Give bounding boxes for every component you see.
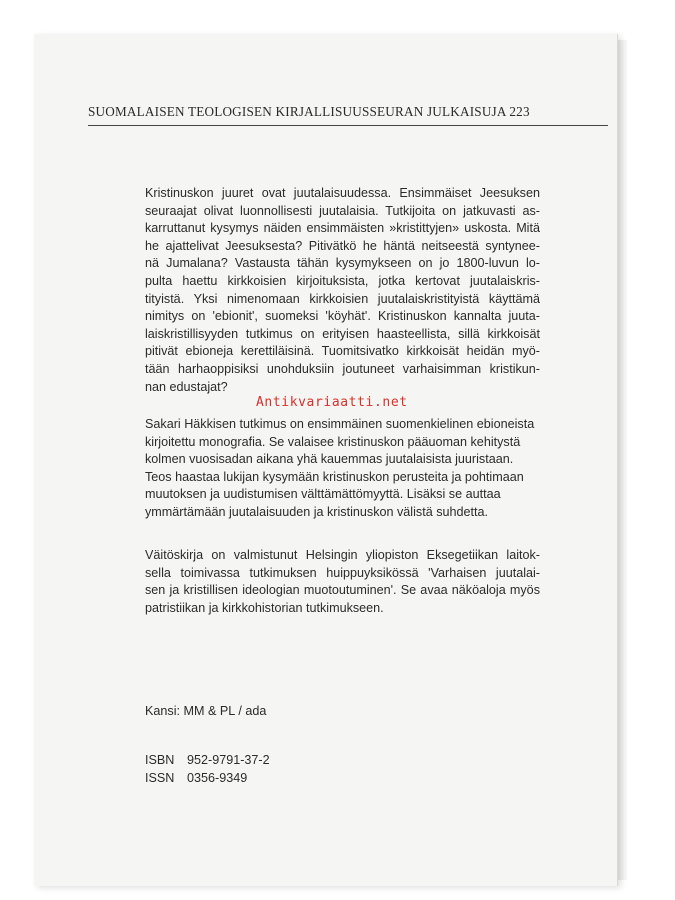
text-line: pulta haettu kirkkoisien kirjoituksista, jotka kertovat juutalaiskris- (145, 273, 540, 288)
isbn-line (145, 753, 270, 767)
text-line: laiskristillisyyden tutkimus on erityisen haasteellista, sillä kirkkoisät (145, 326, 540, 341)
text-line: muutoksen ja uudistumisen välttämättömyyttä. Lisäksi se auttaa (145, 487, 501, 502)
blurb-paragraph-1 (145, 185, 540, 396)
text-line: he ajattelivat Jeesuksesta? Pitivätkö he häntä neitseestä syntynee- (145, 238, 540, 253)
text-line: Väitöskirja on valmistunut Helsingin yliopiston Eksegetiikan laitok- (145, 548, 540, 562)
issn-value: 0356-9349 (187, 771, 248, 785)
isbn-value: 952-9791-37-2 (187, 753, 270, 767)
text-line: pitivät ebioneja kerettiläisinä. Tuomitsivatko kirkkoisät heidän myö- (145, 344, 540, 359)
text-line: ymmärtämään juutalaisuuden ja kristinuskon välistä suhdetta. (145, 504, 489, 519)
text-line: tityistä. Yksi nimenomaan kirkkoisien juutalaiskristityistä käyttämä (145, 291, 540, 306)
text-line: karruttanut kysymys näiden ensimmäisten »kristittyjen» uskosta. Mitä (145, 221, 540, 236)
text-line: nan edustajat? (145, 379, 228, 394)
text-line: kirjoitettu monografia. Se valaisee kristinuskon pääuoman kehitystä (145, 434, 521, 449)
blurb-paragraph-2 (145, 416, 540, 522)
text-line: kolmen vuosisadan aikana yhä kauemmas juutalaisista juuristaan. (145, 452, 514, 467)
issn-label: ISSN (145, 771, 175, 785)
series-title: SUOMALAISEN TEOLOGISEN KIRJALLISUUSSEURAN JULKAISUJA 223 (88, 104, 530, 119)
text-line: Kristinuskon juuret ovat juutalaisuudessa. Ensimmäiset Jeesuksen (145, 186, 540, 200)
issn-line (145, 771, 247, 785)
book-page-edges (617, 40, 627, 880)
series-rule (88, 125, 608, 126)
text-line: nä Jumalana? Vastausta tähän kysymykseen on jo 1800-luvun lo- (145, 256, 540, 271)
text-line: tään harhaoppisiksi unohduksiin joutuneet varhaisimman kristikun- (145, 361, 540, 376)
text-line: Teos haastaa lukijan kysymään kristinuskon perusteita ja pohtimaan (145, 469, 524, 484)
isbn-label: ISBN (145, 753, 175, 767)
text-line: sella toimivassa tutkimuksen huippuyksikössä 'Varhaisen juutalai- (145, 565, 540, 580)
cover-credit: Kansi: MM & PL / ada (145, 704, 267, 718)
text-line: seuraajat olivat luonnollisesti juutalaisia. Tutkijoita on jatkuvasti as- (145, 203, 540, 218)
blurb-paragraph-3 (145, 547, 540, 617)
text-line: sen ja kristillisen ideologian muotoutuminen'. Se avaa näköaloja myös (145, 583, 540, 598)
text-line: patristiikan ja kirkkohistorian tutkimukseen. (145, 600, 384, 615)
text-line: Sakari Häkkisen tutkimus on ensimmäinen suomenkielinen ebioneista (145, 417, 535, 431)
antikvariaatti-watermark: Antikvariaatti.net (256, 395, 408, 410)
text-line: nimitys on 'ebionit', suomeksi 'köyhät'. Kristinuskon kannalta juuta- (145, 309, 540, 324)
